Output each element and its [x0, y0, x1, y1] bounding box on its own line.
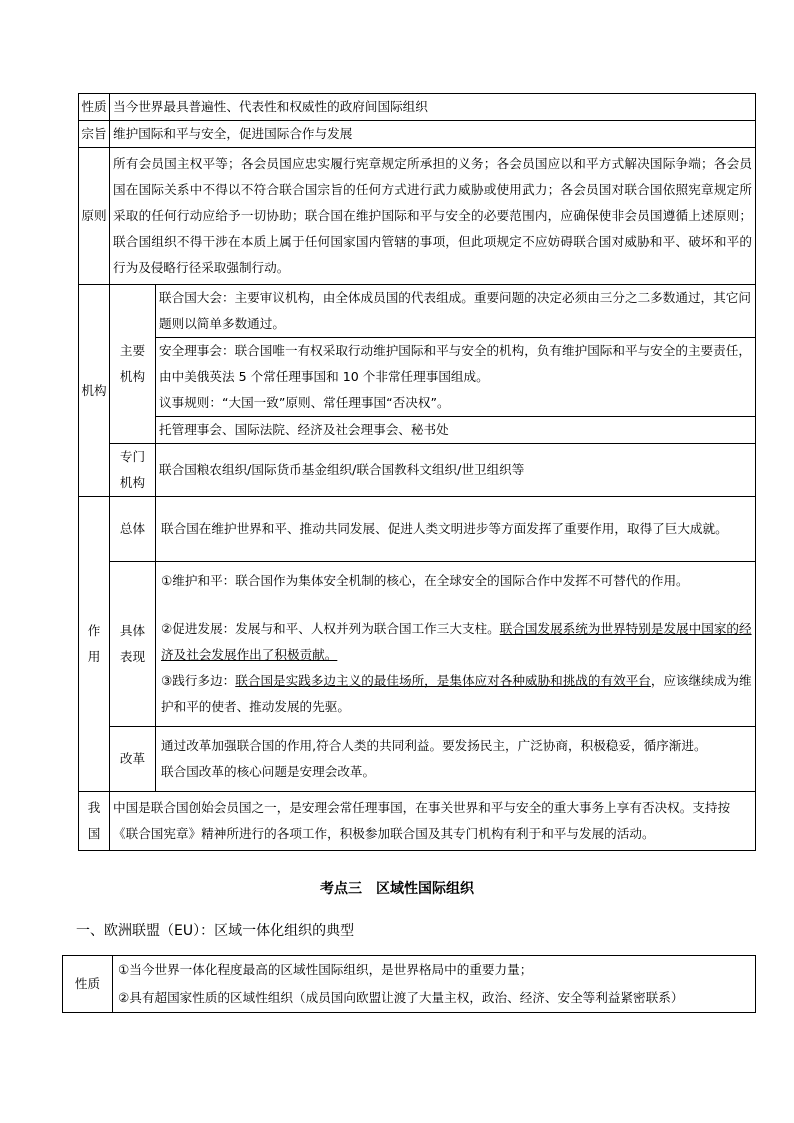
eu-nature-line-1: ①当今世界一体化程度最高的区域性国际组织，是世界格局中的重要力量； — [118, 962, 533, 977]
eu-table — [62, 955, 756, 1013]
item-keep-peace: ①维护和平：联合国作为集体安全机制的核心，在全球安全的国际合作中发挥不可替代的作用。 — [161, 573, 689, 588]
special-agencies-text: 联合国粮农组织/国际货币基金组织/联合国教科文组织/世卫组织等 — [156, 444, 756, 497]
specific-cell — [156, 562, 756, 727]
nature-row — [79, 94, 756, 121]
security-council-text: 安全理事会：联合国唯一有权采取行动维护国际和平与安全的机构，负有维护国际和平与安全的主要责任，由中美俄英法 5 个常任理事国和 10 个非常任理事国组成。 — [159, 343, 751, 384]
security-council-cell — [156, 338, 756, 417]
reform-label: 改革 — [110, 727, 156, 792]
purpose-label: 宗旨 — [79, 121, 110, 148]
eu-nature-label: 性质 — [63, 956, 113, 1013]
role-label: 作用 — [79, 497, 110, 792]
eu-nature-line-2: ②具有超国家性质的区域性组织（成员国向欧盟让渡了大量主权，政治、经济、安全等利益紧密联系） — [118, 990, 684, 1005]
purpose-text: 维护国际和平与安全，促进国际合作与发展 — [110, 121, 756, 148]
item-promote-development: ②促进发展：发展与和平、人权并列为联合国工作三大支柱。联合国发展系统为世界特别是发展中国家的经济及社会发展作出了积极贡献。 — [161, 621, 752, 662]
special-agencies-label: 专门机构 — [110, 444, 156, 497]
principles-row — [79, 148, 756, 285]
main-organs-label: 主要机构 — [110, 285, 156, 444]
eu-nature-cell — [113, 956, 756, 1013]
reform-cell — [156, 727, 756, 792]
item-multilateralism: ③践行多边：联合国是实践多边主义的最佳场所，是集体应对各种威胁和挑战的有效平台，应该继续成为维护和平的使者、推动发展的先驱。 — [161, 673, 752, 714]
principles-text: 所有会员国主权平等；各会员国应忠实履行宪章规定所承担的义务；各会员国应以和平方式解决国际争端；各会员国在国际关系中不得以不符合联合国宗旨的任何方式进行武力威胁或使用武力；各会员国对联合国依照宪章规定所采取的任何行动应给予一切协助；联合国在维护国际和平与安全的必要范围内，应确保使非会员国遵循上述原则；联合国组织不得干涉在本质上属于任何国家国内管辖的事项，但此项规定不应妨碍联合国对威胁和平、破坏和平的行为及侵略行径采取强制行动。 — [110, 148, 756, 285]
organs-label: 机构 — [79, 285, 110, 497]
eu-heading: 一、欧洲联盟（EU）：区域一体化组织的典型 — [76, 923, 355, 939]
purpose-row — [79, 121, 756, 148]
specific-label: 具体表现 — [110, 562, 156, 727]
china-text: 中国是联合国创始会员国之一，是安理会常任理事国，在事关世界和平与安全的重大事务上享有否决权。支持按《联合国宪章》精神所进行的各项工作，积极参加联合国及其专门机构有利于和平与发展的活动。 — [110, 792, 756, 851]
section-title: 考点三 区域性国际组织 — [320, 881, 474, 897]
reform-text-1: 通过改革加强联合国的作用,符合人类的共同利益。要发扬民主，广泛协商，积极稳妥，循序渐进。 — [161, 738, 707, 753]
nature-label: 性质 — [79, 94, 110, 121]
reform-text-2: 联合国改革的核心问题是安理会改革。 — [161, 764, 376, 779]
un-table — [78, 93, 756, 851]
principles-label: 原则 — [79, 148, 110, 285]
overall-label: 总体 — [110, 497, 156, 562]
other-organs-text: 托管理事会、国际法院、经济及社会理事会、秘书处 — [156, 417, 756, 444]
voting-rule-text: 议事规则：“大国一致”原则、常任理事国“否决权”。 — [159, 395, 450, 410]
overall-text: 联合国在维护世界和平、推动共同发展、促进人类文明进步等方面发挥了重要作用，取得了巨大成就。 — [156, 497, 756, 562]
china-label: 我国 — [79, 792, 110, 851]
general-assembly-text: 联合国大会：主要审议机构，由全体成员国的代表组成。重要问题的决定必须由三分之二多数通过，其它问题则以简单多数通过。 — [156, 285, 756, 338]
nature-text: 当今世界最具普遍性、代表性和权威性的政府间国际组织 — [110, 94, 756, 121]
